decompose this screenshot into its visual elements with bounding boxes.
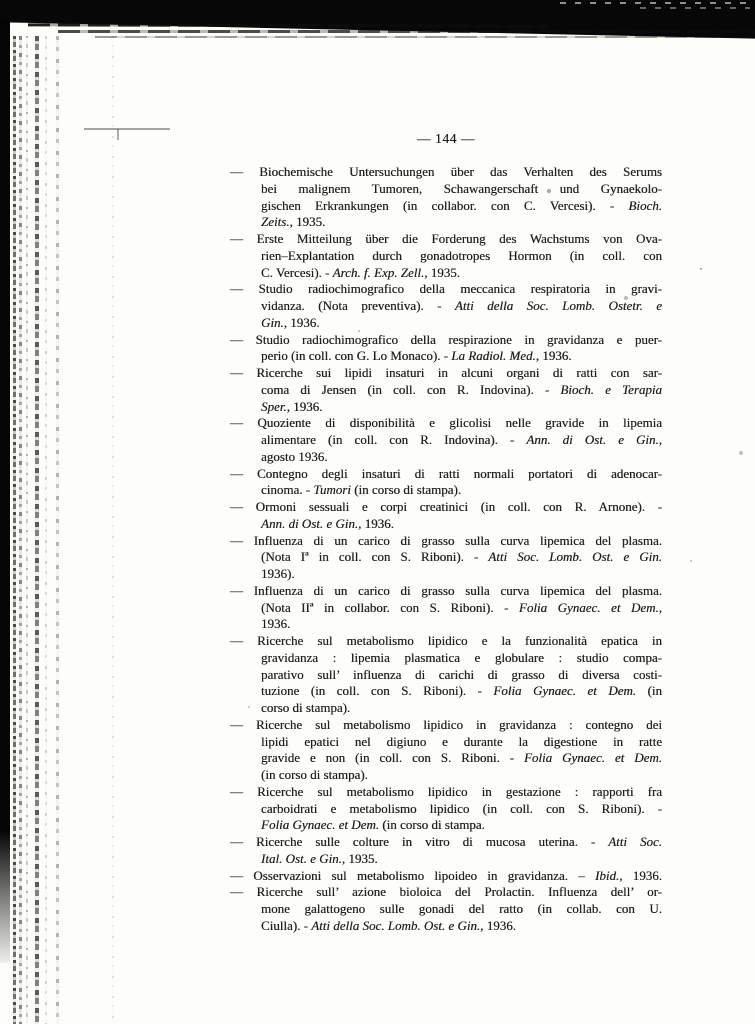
scan-left-edge: [0, 18, 10, 963]
text-run: gischen Erkrankungen (in collabor. con C. Vercesi). -: [261, 197, 629, 213]
entry-line: [230, 650, 662, 667]
entry-line: [230, 901, 662, 918]
text-run: agosto 1936.: [261, 448, 328, 464]
text-run: Ciulla). -: [261, 917, 312, 933]
text-run: alimentare (in coll. con R. Indovina). -: [261, 432, 527, 447]
journal-name: Folia Gynaec. et Dem.: [523, 750, 662, 766]
entry-line: [230, 784, 662, 801]
journal-name: Atti della Soc. Lomb. Ostetr. e: [454, 298, 662, 313]
bibliography-entry: [230, 583, 662, 633]
entry-line: [230, 616, 662, 633]
entry-line: [230, 482, 662, 499]
text-run: lipidi epatici nel digiuno e durante la digestione in ratte: [261, 733, 662, 749]
text-run: gravidanza : lipemia plasmatica e globulare : studio compa-: [261, 649, 662, 665]
page-edge-line: [19, 36, 22, 1024]
text-run: cinoma. -: [261, 482, 314, 498]
entry-line: [230, 516, 662, 533]
journal-name: Folia Gynaec. et Dem.,: [518, 599, 663, 615]
entry-line: [230, 667, 662, 684]
entry-line: [230, 231, 662, 248]
entry-line: [230, 281, 662, 298]
page-number: — 144 —: [416, 131, 476, 146]
entry-line: [230, 348, 662, 365]
journal-name: Ibid.,: [595, 867, 623, 883]
entry-line: [230, 717, 662, 734]
entry-line: [230, 734, 662, 751]
bibliography-entry: [230, 365, 662, 415]
scan-mark: [117, 129, 119, 140]
text-run: corso di stampa).: [261, 700, 351, 715]
text-run: — Ricerche sulle colture in vitro di mucosa uterina. -: [230, 834, 609, 849]
bibliography-entry: [230, 784, 662, 834]
entry-line: [230, 549, 662, 566]
bibliography-entry: [230, 164, 662, 231]
text-run: — Ricerche sull’ azione bioloica del Prolactin. Influenza dell’ or-: [230, 884, 662, 900]
text-run: (in corso di stampa).: [350, 482, 462, 498]
text-run: 1936.: [289, 398, 323, 414]
text-run: (in: [636, 683, 662, 699]
entry-line: [230, 449, 662, 466]
journal-name: La Radiol. Med.: [451, 348, 536, 364]
bibliography-entry: [230, 834, 662, 868]
bibliography-entry: [230, 415, 662, 465]
page-edge-streak: [58, 30, 755, 33]
text-run: — Quoziente di disponibilità e glicolisi nelle gravide in lipemia: [230, 415, 662, 431]
journal-name: Ital. Ost. e Gin.,: [261, 850, 346, 866]
text-run: perio (in coll. con G. Lo Monaco). -: [261, 348, 452, 364]
text-run: , 1935.: [424, 264, 460, 280]
journal-name: Ann. di Ost. e Gin.,: [526, 432, 662, 447]
entry-line: [230, 834, 662, 851]
text-run: — Ormoni sessuali e corpi creatinici (in coll. con R. Arnone). -: [230, 499, 662, 514]
journal-name: Atti della Soc. Lomb. Ost. e Gin.,: [311, 917, 484, 933]
entry-line: [230, 164, 662, 181]
text-run: , 1935.: [289, 214, 326, 230]
text-run: parativo sull’ influenza di carichi di grasso di diversa costi-: [261, 666, 662, 682]
text-run: — Influenza di un carico di grasso sulla curva lipemica del plasma.: [230, 532, 662, 548]
text-run: — Erste Mitteilung über die Forderung des Wachstums von Ova-: [230, 231, 662, 246]
text-run: (in corso di stampa).: [261, 767, 368, 782]
text-run: — Ricerche sul metabolismo lipidico e la funzionalità epatica in: [230, 633, 662, 648]
text-run: — Ricerche sul metabolismo lipidico in gravidanza : contegno dei: [230, 716, 662, 732]
entry-line: [230, 415, 662, 432]
entry-line: [230, 801, 662, 818]
text-run: , 1936.: [535, 348, 572, 364]
text-run: — Influenza di un carico di grasso sulla curva lipemica del plasma.: [230, 582, 662, 598]
page-edge-streak: [95, 36, 755, 38]
entry-line: [230, 884, 662, 901]
text-run: — Studio radiochimografico della respirazione in gravidanza e puer-: [230, 331, 662, 347]
page-edge-line: [45, 36, 47, 1024]
page-edge-line: [35, 36, 39, 1024]
text-run: — Studio radiochimografico della meccanica respiratoria in gravi-: [230, 281, 662, 297]
text-run: — Ricerche sul metabolismo lipidico in gestazione : rapporti fra: [230, 783, 662, 799]
journal-name: Bioch. e Terapia: [560, 381, 662, 397]
scan-mark: [84, 128, 170, 130]
bibliography-entry: [230, 466, 662, 500]
text-run: (Nota Iª in coll. con S. Riboni). -: [261, 549, 489, 565]
bibliography-entry: [230, 332, 662, 366]
entry-line: [230, 817, 662, 834]
entry-line: [230, 214, 662, 231]
journal-name: Atti Soc. Lomb. Ost. e Gin.: [488, 549, 662, 565]
bibliography-list: [230, 164, 662, 935]
journal-name: Arch. f. Exp. Zell.: [332, 264, 425, 280]
text-run: — Contegno degli insaturi di ratti normali portatori di adenocar-: [230, 465, 662, 481]
entry-line: [230, 750, 662, 767]
text-run: 1936.: [287, 314, 320, 330]
bibliography-entry: [230, 533, 662, 583]
text-run: — Osservazioni sul metabolismo lipoideo in gravidanza. –: [230, 867, 596, 883]
entry-line: [230, 499, 662, 516]
journal-name: Folia Gynaec. et Dem.: [493, 683, 637, 699]
text-run: — Ricerche sui lipidi insaturi in alcuni organi di ratti con sar-: [230, 365, 662, 380]
text-run: vidanza. (Nota preventiva). -: [261, 298, 455, 313]
journal-name: Bioch.: [628, 197, 662, 213]
text-run: 1936).: [261, 566, 295, 581]
journal-name: Folia Gynaec. et Dem.: [261, 817, 380, 833]
scan-band-speck: [640, 7, 750, 9]
bibliography-entry: [230, 868, 662, 885]
text-run: 1935.: [345, 850, 378, 866]
entry-line: [230, 181, 662, 198]
entry-line: [230, 918, 662, 935]
page-edge-line: [26, 36, 28, 1024]
entry-line: [230, 298, 662, 315]
text-run: 1936.: [483, 917, 516, 933]
entry-line: [230, 198, 662, 215]
entry-line: [230, 683, 662, 700]
entry-line: [230, 633, 662, 650]
entry-line: [230, 868, 662, 885]
entry-line: [230, 332, 662, 349]
entry-line: [230, 566, 662, 583]
scan-noise-specks: [0, 0, 2, 2]
journal-name: Ann. di Ost. e Gin.,: [261, 515, 362, 531]
page-edge-line: [56, 36, 59, 1024]
text-run: — Biochemische Untersuchungen über das Verhalten des Serums: [230, 164, 662, 179]
entry-line: [230, 583, 662, 600]
text-run: coma di Jensen (in coll. con R. Indovina). -: [261, 381, 561, 397]
entry-line: [230, 600, 662, 617]
entry-line: [230, 315, 662, 332]
text-run: 1936.: [361, 515, 394, 531]
entry-line: [230, 432, 662, 449]
entry-line: [230, 399, 662, 416]
text-run: carboidrati e metabolismo lipidico (in coll. con S. Riboni). -: [261, 800, 662, 816]
text-run: gravide e non (in coll. con S. Riboni. -: [261, 750, 524, 766]
bibliography-entry: [230, 633, 662, 717]
entry-line: [230, 851, 662, 868]
text-run: bei malignem Tumoren, Schawangerschaft und Gynaekolo-: [261, 180, 662, 196]
text-run: mone galattogeno sulle gonadi del ratto (in collab. con U.: [261, 901, 662, 916]
text-run: tuzione (in coll. con S. Riboni). -: [261, 683, 494, 699]
entry-line: [230, 533, 662, 550]
entry-line: [230, 248, 662, 265]
journal-name: Tumori: [313, 482, 351, 498]
text-run: rien–Explantation durch gonadotropes Hormon (in coll. con: [261, 247, 662, 263]
journal-name: Gin.,: [261, 314, 287, 330]
bibliography-entry: [230, 281, 662, 331]
text-run: (in corso di stampa.: [379, 817, 485, 833]
text-run: C. Vercesi). -: [261, 264, 333, 280]
entry-line: [230, 365, 662, 382]
entry-line: [230, 767, 662, 784]
text-run: 1936.: [261, 616, 291, 632]
bibliography-entry: [230, 884, 662, 934]
page-edge-line: [13, 36, 16, 1024]
scan-band-speck: [560, 2, 750, 4]
entry-line: [230, 265, 662, 282]
page-edge-line: [112, 36, 114, 1024]
journal-name: Zeits.: [261, 214, 290, 230]
entry-line: [230, 466, 662, 483]
bibliography-entry: [230, 231, 662, 281]
journal-name: Sper.,: [261, 398, 290, 414]
bibliography-entry: [230, 717, 662, 784]
entry-line: [230, 382, 662, 399]
journal-name: Atti Soc.: [608, 834, 663, 849]
entry-line: [230, 700, 662, 717]
text-run: (Nota IIª in collabor. con S. Riboni). -: [261, 599, 519, 615]
bibliography-entry: [230, 499, 662, 533]
text-run: 1936.: [622, 867, 663, 883]
